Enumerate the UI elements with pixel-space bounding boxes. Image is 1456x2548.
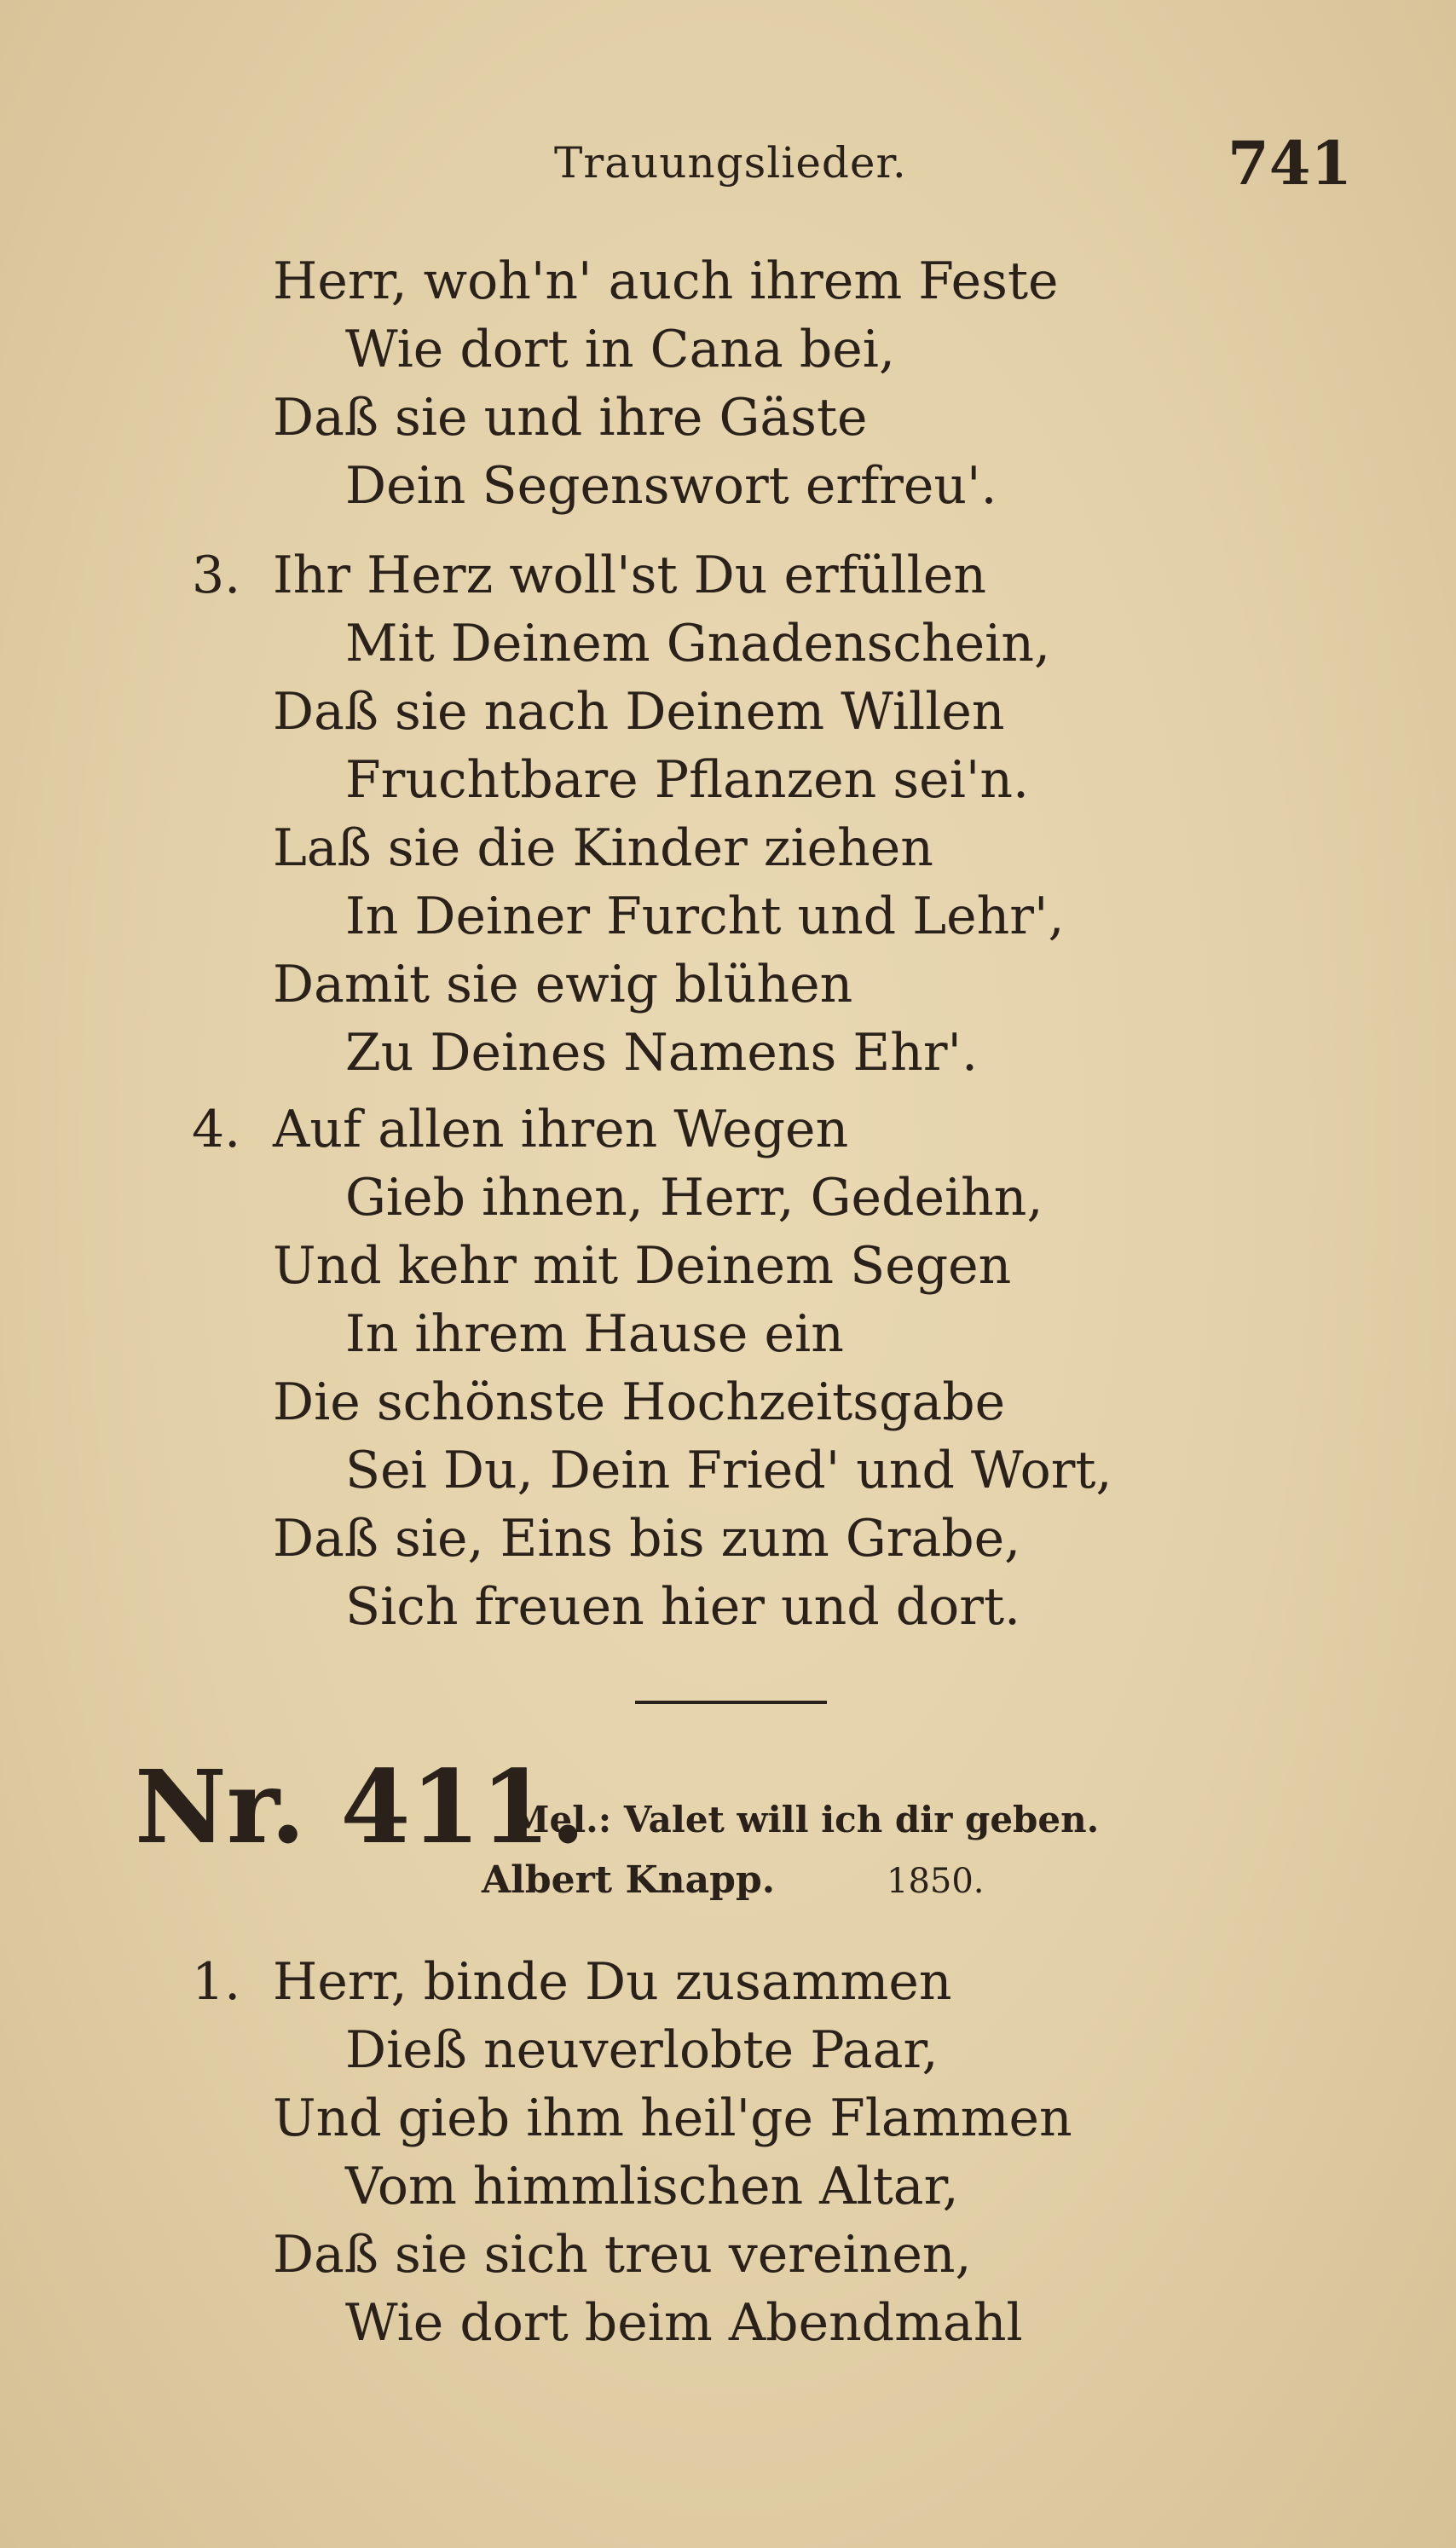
verse-line: Zu Deines Namens Ehr'.: [345, 1023, 979, 1083]
verse-line: Sei Du, Dein Fried' und Wort,: [345, 1441, 1112, 1500]
running-title: Trauungslieder.: [554, 138, 907, 188]
verse-line: Dein Segenswort erfreu'.: [345, 456, 997, 516]
verse-line: Daß sie und ihre Gäste: [273, 388, 868, 448]
hymn-author: Albert Knapp.: [482, 1858, 776, 1902]
melody-note: Mel.: Valet will ich dir geben.: [510, 1799, 1100, 1840]
verse-line: Fruchtbare Pflanzen sei'n.: [345, 750, 1030, 810]
verse-line: Daß sie, Eins bis zum Grabe,: [273, 1509, 1021, 1569]
verse-line: Daß sie sich treu vereinen,: [273, 2225, 972, 2285]
verse-line: Herr, binde Du zusammen: [273, 1952, 952, 2012]
verse-number: 3.: [192, 546, 241, 605]
verse-line: Gieb ihnen, Herr, Gedeihn,: [345, 1168, 1043, 1228]
verse-line: Wie dort beim Abendmahl: [345, 2293, 1023, 2353]
verse-line: In Deiner Furcht und Lehr',: [345, 887, 1065, 946]
verse-line: Die schönste Hochzeitsgabe: [273, 1372, 1006, 1432]
verse-line: Auf allen ihren Wegen: [273, 1100, 849, 1159]
verse-line: Dieß neuverlobte Paar,: [345, 2020, 939, 2080]
verse-line: Mit Deinem Gnadenschein,: [345, 614, 1051, 673]
hymn-number: Nr. 411.: [135, 1748, 586, 1866]
verse-line: Vom himmlischen Altar,: [345, 2157, 959, 2216]
verse-line: Daß sie nach Deinem Willen: [273, 682, 1005, 742]
verse-number: 1.: [192, 1952, 241, 2012]
verse-line: Damit sie ewig blühen: [273, 955, 853, 1014]
page-header: [0, 128, 1456, 205]
verse-line: Sich freuen hier und dort.: [345, 1577, 1021, 1637]
page-number: 741: [1228, 128, 1353, 199]
verse-line: Laß sie die Kinder ziehen: [273, 818, 933, 878]
hymn-heading: [0, 1748, 1456, 1902]
verse-number: 4.: [192, 1100, 241, 1159]
verse-line: In ihrem Hause ein: [345, 1304, 844, 1364]
verse-line: Und gieb ihm heil'ge Flammen: [273, 2089, 1072, 2148]
verse-line: Und kehr mit Deinem Segen: [273, 1236, 1012, 1296]
hymn-year: 1850.: [887, 1862, 985, 1901]
verse-line: Herr, woh'n' auch ihrem Feste: [273, 251, 1059, 311]
verse-line: Ihr Herz woll'st Du erfüllen: [273, 546, 987, 605]
section-divider: [635, 1701, 827, 1704]
verse-line: Wie dort in Cana bei,: [345, 320, 896, 379]
